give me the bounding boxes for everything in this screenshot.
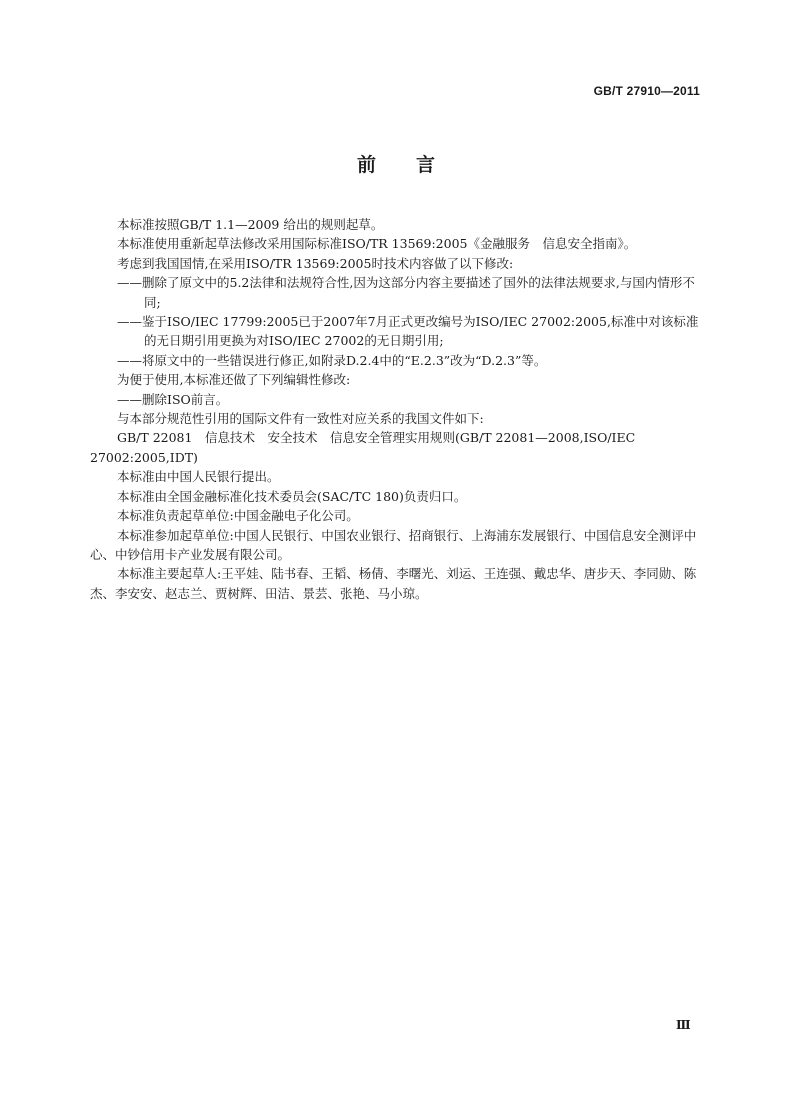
standard-code: GB/T 27910—2011 xyxy=(593,84,700,98)
foreword-body xyxy=(90,215,704,603)
paragraph-modifications-intro: 考虑到我国国情,在采用ISO/TR 13569:2005时技术内容做了以下修改: xyxy=(117,255,514,271)
paragraph-administrator: 本标准由全国金融标准化技术委员会(SAC/TC 180)负责归口。 xyxy=(117,488,467,504)
modification-item: ——鉴于ISO/IEC 17799:2005已于2007年7月正式更改编号为ISO/IEC 27002:2005,标准中对该标准的无日期引用更换为对ISO/IEC 27002的无日期引用; xyxy=(117,314,699,349)
paragraph-main-drafters: 本标准主要起草人:王平娃、陆书春、王韬、杨倩、李曙光、刘运、王连强、戴忠华、唐步天、李同勋、陈杰、李安安、赵志兰、贾树辉、田洁、景芸、张艳、马小琼。 xyxy=(90,566,697,601)
paragraph-proposer: 本标准由中国人民银行提出。 xyxy=(117,469,280,485)
modification-item: ——删除了原文中的5.2法律和法规符合性,因为这部分内容主要描述了国外的法律法规要求,与国内情形不同; xyxy=(117,275,695,310)
paragraph-participating-drafters: 本标准参加起草单位:中国人民银行、中国农业银行、招商银行、上海浦东发展银行、中国信息安全测评中心、中钞信用卡产业发展有限公司。 xyxy=(90,527,697,562)
modification-item: ——将原文中的一些错误进行修正,如附录D.2.4中的“E.2.3”改为“D.2.3”等。 xyxy=(117,352,547,368)
paragraph-adoption: 本标准使用重新起草法修改采用国际标准ISO/TR 13569:2005《金融服务 信息安全指南》。 xyxy=(117,236,637,252)
editorial-item: ——删除ISO前言。 xyxy=(117,391,229,407)
paragraph-drafting-rules: 本标准按照GB/T 1.1—2009 给出的规则起草。 xyxy=(117,217,384,232)
page-title: 前言 xyxy=(356,154,475,176)
page-number: Ⅲ xyxy=(676,1018,691,1032)
paragraph-correspondence-item: GB/T 22081 信息技术 安全技术 信息安全管理实用规则(GB/T 22081—2008,ISO/IEC 27002:2005,IDT) xyxy=(90,430,636,465)
paragraph-correspondence-intro: 与本部分规范性引用的国际文件有一致性对应关系的我国文件如下: xyxy=(117,411,484,427)
paragraph-editorial-intro: 为便于使用,本标准还做了下列编辑性修改: xyxy=(117,372,351,388)
paragraph-lead-drafter: 本标准负责起草单位:中国金融电子化公司。 xyxy=(117,508,359,524)
